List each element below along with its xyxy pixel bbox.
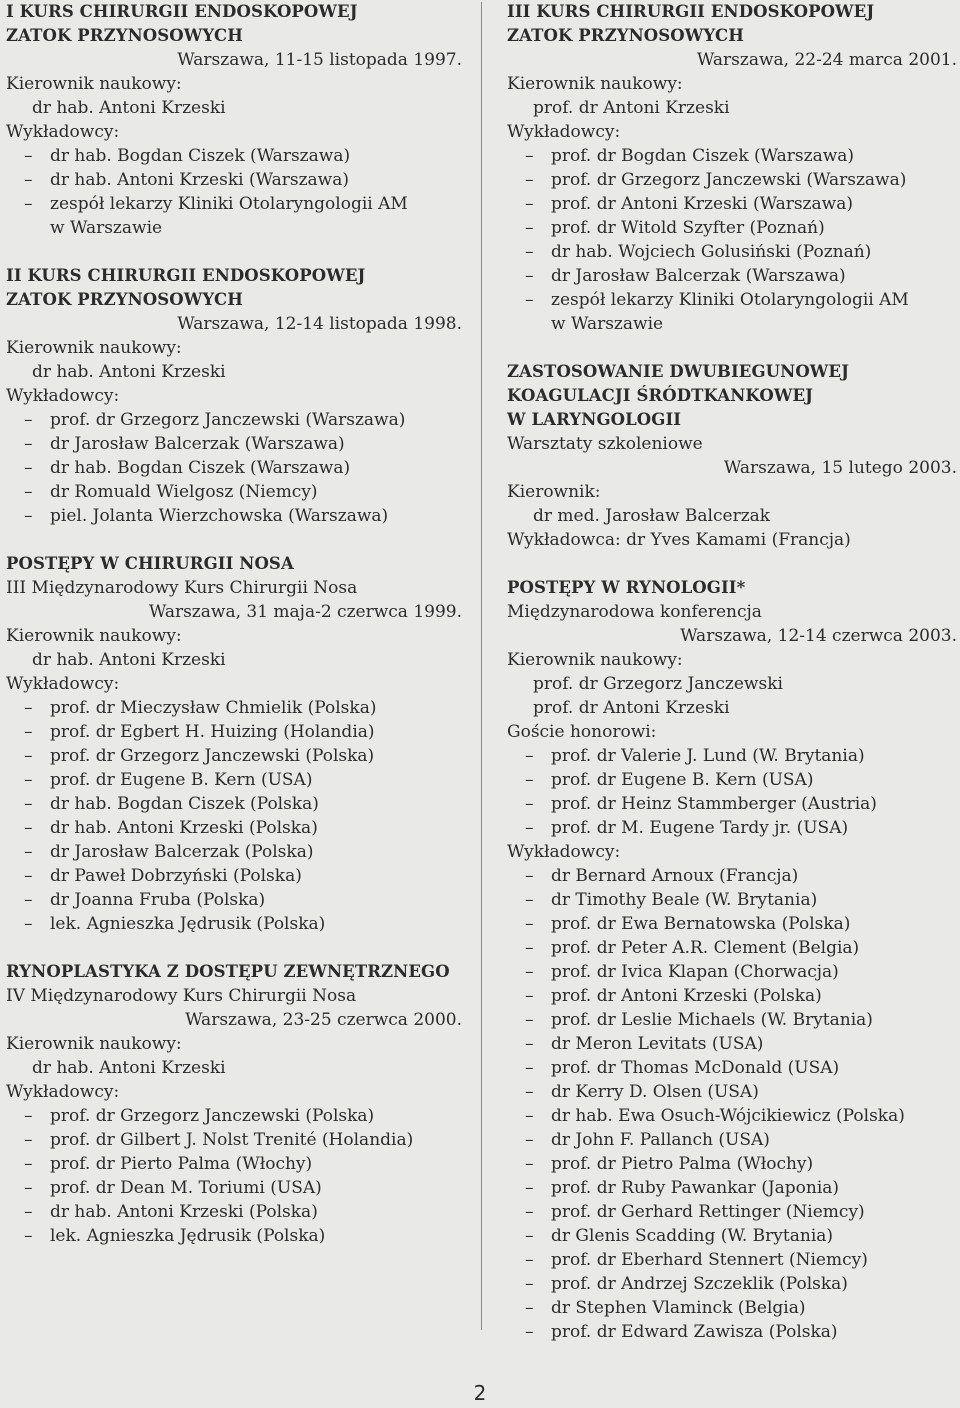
lecturer-item: – prof. dr Grzegorz Janczewski (Warszawa) xyxy=(6,408,462,432)
lecturers-label: Wykładowca: dr Yves Kamami (Francja) xyxy=(507,530,851,550)
course-subtitle: Międzynarodowa konferencja xyxy=(507,602,762,622)
lecturer-item: – prof. dr Egbert H. Huizing (Holandia) xyxy=(6,720,462,744)
head-label: Kierownik: xyxy=(507,482,601,502)
lecturer-item: – dr Jarosław Balcerzak (Warszawa) xyxy=(507,264,957,288)
lecturer-item: – dr hab. Bogdan Ciszek (Warszawa) xyxy=(6,144,462,168)
lecturer-item: – prof. dr Grzegorz Janczewski (Polska) xyxy=(6,744,462,768)
course-section xyxy=(507,0,957,336)
lecturer-item: – prof. dr Gilbert J. Nolst Trenité (Holandia) xyxy=(6,1128,462,1152)
lecturer-item: – dr hab. Ewa Osuch-Wójcikiewicz (Polska) xyxy=(507,1104,957,1128)
lecturer-item: – prof. dr Pietro Palma (Włochy) xyxy=(507,1152,957,1176)
lecturer-item: – prof. dr Pierto Palma (Włochy) xyxy=(6,1152,462,1176)
head-label: Kierownik naukowy: xyxy=(6,1034,182,1054)
course-date: Warszawa, 22-24 marca 2001. xyxy=(696,50,957,70)
course-title-line: II KURS CHIRURGII ENDOSKOPOWEJ xyxy=(6,266,366,285)
course-subtitle: IV Międzynarodowy Kurs Chirurgii Nosa xyxy=(6,986,357,1006)
course-section xyxy=(507,576,957,1344)
lecturer-item: – dr hab. Antoni Krzeski (Warszawa) xyxy=(6,168,462,192)
head-label: Kierownik naukowy: xyxy=(507,650,683,670)
head-label: Kierownik naukowy: xyxy=(6,626,182,646)
course-title-line: ZATOK PRZYNOSOWYCH xyxy=(6,290,243,309)
lecturer-item: – dr Jarosław Balcerzak (Polska) xyxy=(6,840,462,864)
course-title-line: RYNOPLASTYKA Z DOSTĘPU ZEWNĘTRZNEGO xyxy=(6,962,450,981)
head-name: prof. dr Antoni Krzeski xyxy=(533,698,730,718)
course-date: Warszawa, 12-14 czerwca 2003. xyxy=(680,626,957,646)
guest-item: – prof. dr Eugene B. Kern (USA) xyxy=(507,768,957,792)
lecturer-item: – prof. dr Bogdan Ciszek (Warszawa) xyxy=(507,144,957,168)
course-title-line: POSTĘPY W RYNOLOGII* xyxy=(507,578,746,597)
lecturer-item: – lek. Agnieszka Jędrusik (Polska) xyxy=(6,1224,462,1248)
course-title-line: ZASTOSOWANIE DWUBIEGUNOWEJ xyxy=(507,362,850,381)
lecturer-item: – prof. dr Eugene B. Kern (USA) xyxy=(6,768,462,792)
lecturer-item: – zespół lekarzy Kliniki Otolaryngologii AM xyxy=(6,192,462,216)
lecturer-item: – dr Romuald Wielgosz (Niemcy) xyxy=(6,480,462,504)
course-subtitle: III Międzynarodowy Kurs Chirurgii Nosa xyxy=(6,578,358,598)
course-title-line: POSTĘPY W CHIRURGII NOSA xyxy=(6,554,294,573)
lecturer-item: – dr Stephen Vlaminck (Belgia) xyxy=(507,1296,957,1320)
lecturer-item: – prof. dr Dean M. Toriumi (USA) xyxy=(6,1176,462,1200)
lecturer-item: – prof. dr Mieczysław Chmielik (Polska) xyxy=(6,696,462,720)
head-label: Kierownik naukowy: xyxy=(6,74,182,94)
course-section xyxy=(6,552,462,936)
right-column xyxy=(507,0,957,1344)
lecturer-item: – dr Paweł Dobrzyński (Polska) xyxy=(6,864,462,888)
lecturer-item: – dr hab. Antoni Krzeski (Polska) xyxy=(6,1200,462,1224)
lecturer-item: – prof. dr Eberhard Stennert (Niemcy) xyxy=(507,1248,957,1272)
lecturers-label: Wykładowcy: xyxy=(6,122,120,142)
lecturer-item: – zespół lekarzy Kliniki Otolaryngologii AM xyxy=(507,288,957,312)
lecturer-item: – dr Meron Levitats (USA) xyxy=(507,1032,957,1056)
lecturers-label: Wykładowcy: xyxy=(507,122,621,142)
lecturer-item: – prof. dr Ewa Bernatowska (Polska) xyxy=(507,912,957,936)
lecturer-item: – dr Joanna Fruba (Polska) xyxy=(6,888,462,912)
guest-item: – prof. dr M. Eugene Tardy jr. (USA) xyxy=(507,816,957,840)
lecturer-item: – piel. Jolanta Wierzchowska (Warszawa) xyxy=(6,504,462,528)
lecturer-item: – dr hab. Antoni Krzeski (Polska) xyxy=(6,816,462,840)
head-name: dr hab. Antoni Krzeski xyxy=(32,1058,226,1078)
head-name: prof. dr Antoni Krzeski xyxy=(533,98,730,118)
lecturer-item: – dr Glenis Scadding (W. Brytania) xyxy=(507,1224,957,1248)
guest-item: – prof. dr Valerie J. Lund (W. Brytania) xyxy=(507,744,957,768)
course-date: Warszawa, 31 maja-2 czerwca 1999. xyxy=(148,602,462,622)
lecturers-label: Wykładowcy: xyxy=(6,674,120,694)
course-title-line: III KURS CHIRURGII ENDOSKOPOWEJ xyxy=(507,2,875,21)
lecturers-label: Wykładowcy: xyxy=(6,386,120,406)
lecturer-item: – prof. dr Antoni Krzeski (Warszawa) xyxy=(507,192,957,216)
course-section xyxy=(6,264,462,528)
course-section xyxy=(507,360,957,552)
lecturer-item: – prof. dr Ivica Klapan (Chorwacja) xyxy=(507,960,957,984)
lecturer-item: – dr Bernard Arnoux (Francja) xyxy=(507,864,957,888)
page-number: 2 xyxy=(473,1381,487,1405)
course-title-line: ZATOK PRZYNOSOWYCH xyxy=(6,26,243,45)
lecturer-item: – dr John F. Pallanch (USA) xyxy=(507,1128,957,1152)
course-title-line: KOAGULACJI ŚRÓDTKANKOWEJ xyxy=(507,386,814,405)
course-section xyxy=(6,0,462,240)
course-subtitle: Warsztaty szkoleniowe xyxy=(507,434,703,454)
lecturer-item: – prof. dr Peter A.R. Clement (Belgia) xyxy=(507,936,957,960)
head-name: dr hab. Antoni Krzeski xyxy=(32,650,226,670)
head-label: Kierownik naukowy: xyxy=(6,338,182,358)
head-name: dr hab. Antoni Krzeski xyxy=(32,98,226,118)
lecturer-item: – prof. dr Leslie Michaels (W. Brytania) xyxy=(507,1008,957,1032)
lecturer-item: – dr Kerry D. Olsen (USA) xyxy=(507,1080,957,1104)
lecturer-item: – prof. dr Antoni Krzeski (Polska) xyxy=(507,984,957,1008)
lecturer-item: – prof. dr Andrzej Szczeklik (Polska) xyxy=(507,1272,957,1296)
course-title-line: I KURS CHIRURGII ENDOSKOPOWEJ xyxy=(6,2,358,21)
lecturer-item: – lek. Agnieszka Jędrusik (Polska) xyxy=(6,912,462,936)
lecturer-continuation: w Warszawie xyxy=(50,218,163,238)
lecturer-item: – dr Timothy Beale (W. Brytania) xyxy=(507,888,957,912)
lecturer-item: – dr Jarosław Balcerzak (Warszawa) xyxy=(6,432,462,456)
lecturer-item: – prof. dr Gerhard Rettinger (Niemcy) xyxy=(507,1200,957,1224)
lecturer-item: – prof. dr Witold Szyfter (Poznań) xyxy=(507,216,957,240)
course-date: Warszawa, 11-15 listopada 1997. xyxy=(177,50,462,70)
lecturers-label: Wykładowcy: xyxy=(6,1082,120,1102)
course-date: Warszawa, 15 lutego 2003. xyxy=(723,458,957,478)
lecturers-label: Wykładowcy: xyxy=(507,842,621,862)
lecturer-continuation: w Warszawie xyxy=(551,314,664,334)
head-name: dr med. Jarosław Balcerzak xyxy=(533,506,771,526)
course-title-line: W LARYNGOLOGII xyxy=(507,410,682,429)
left-column xyxy=(6,0,462,1248)
course-title-line: ZATOK PRZYNOSOWYCH xyxy=(507,26,744,45)
head-name: prof. dr Grzegorz Janczewski xyxy=(533,674,783,694)
head-name: dr hab. Antoni Krzeski xyxy=(32,362,226,382)
lecturer-item: – prof. dr Ruby Pawankar (Japonia) xyxy=(507,1176,957,1200)
lecturer-item: – dr hab. Wojciech Golusiński (Poznań) xyxy=(507,240,957,264)
lecturer-item: – prof. dr Grzegorz Janczewski (Polska) xyxy=(6,1104,462,1128)
course-date: Warszawa, 23-25 czerwca 2000. xyxy=(185,1010,462,1030)
guest-item: – prof. dr Heinz Stammberger (Austria) xyxy=(507,792,957,816)
lecturer-item: – prof. dr Grzegorz Janczewski (Warszawa) xyxy=(507,168,957,192)
course-section xyxy=(6,960,462,1248)
lecturer-item: – dr hab. Bogdan Ciszek (Polska) xyxy=(6,792,462,816)
guests-label: Goście honorowi: xyxy=(507,722,657,742)
column-divider xyxy=(481,2,482,1330)
course-date: Warszawa, 12-14 listopada 1998. xyxy=(177,314,462,334)
lecturer-item: – prof. dr Thomas McDonald (USA) xyxy=(507,1056,957,1080)
head-label: Kierownik naukowy: xyxy=(507,74,683,94)
lecturer-item: – prof. dr Edward Zawisza (Polska) xyxy=(507,1320,957,1344)
lecturer-item: – dr hab. Bogdan Ciszek (Warszawa) xyxy=(6,456,462,480)
